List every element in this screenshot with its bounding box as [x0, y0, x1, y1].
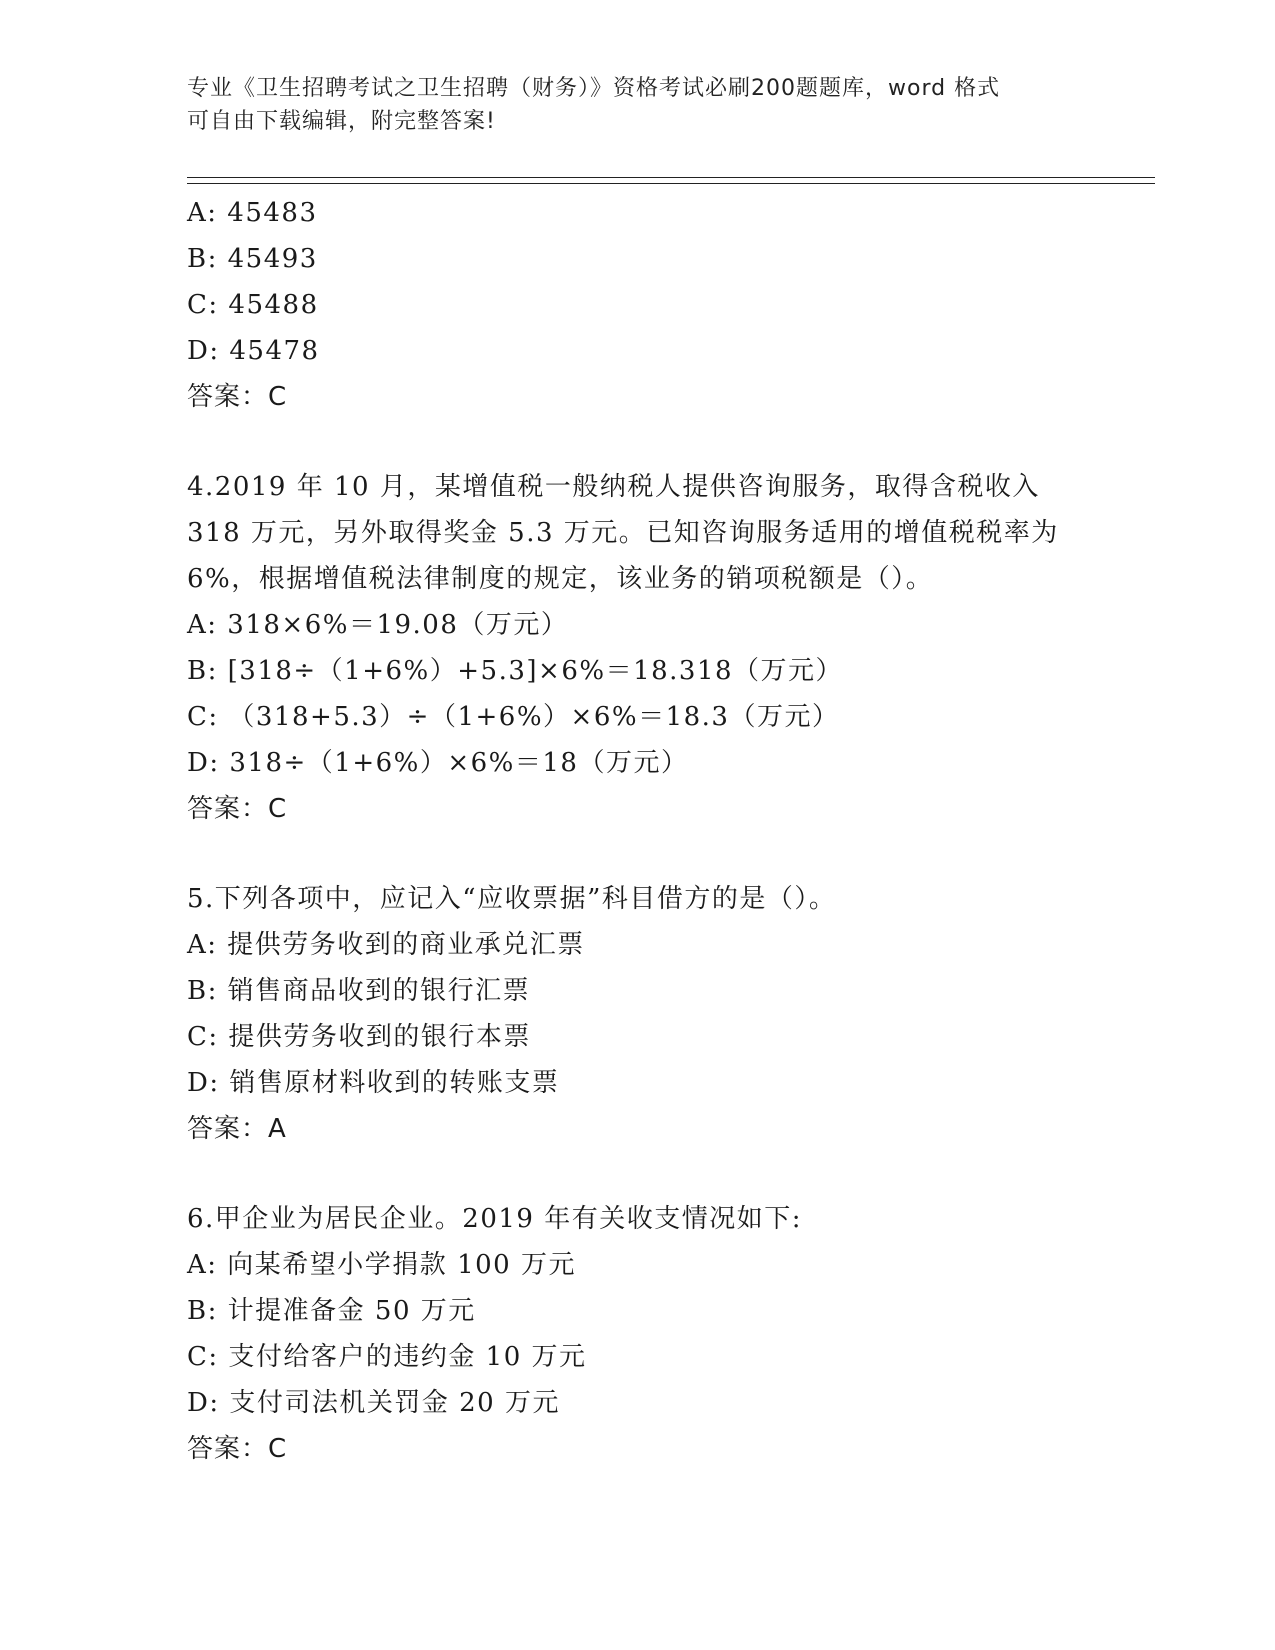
question-4-stem-line-1: 4.2019 年 10 月，某增值税一般纳税人提供咨询服务，取得含税收入	[187, 472, 1040, 502]
question-3	[187, 190, 1087, 420]
document-header	[187, 72, 1087, 138]
header-divider-top	[187, 177, 1155, 178]
question-4-stem-line-3: 6%，根据增值税法律制度的规定，该业务的销项税额是（）。	[187, 564, 934, 594]
question-3-option-d: D: 45478	[187, 336, 320, 366]
question-6-option-d: D: 支付司法机关罚金 20 万元	[187, 1388, 560, 1418]
question-5-option-d: D: 销售原材料收到的转账支票	[187, 1068, 560, 1098]
question-5	[187, 876, 1087, 1152]
header-title-line-1: 专业《卫生招聘考试之卫生招聘（财务）》资格考试必刷200题题库，word 格式	[187, 76, 1001, 101]
question-3-option-b: B: 45493	[187, 244, 318, 274]
question-4-answer: 答案：C	[187, 794, 288, 824]
question-5-option-c: C: 提供劳务收到的银行本票	[187, 1022, 531, 1052]
question-3-option-c: C: 45488	[187, 290, 319, 320]
question-6-option-b: B: 计提准备金 50 万元	[187, 1296, 476, 1326]
question-6-option-a: A: 向某希望小学捐款 100 万元	[187, 1250, 576, 1280]
question-6	[187, 1196, 1087, 1472]
question-3-option-a: A: 45483	[187, 198, 318, 228]
question-4-option-c: C: （318+5.3）÷（1+6%）×6%＝18.3（万元）	[187, 702, 840, 732]
question-4-option-a: A: 318×6%＝19.08（万元）	[187, 610, 569, 640]
question-6-answer: 答案：C	[187, 1434, 288, 1464]
question-4-stem-line-2: 318 万元，另外取得奖金 5.3 万元。已知咨询服务适用的增值税税率为	[187, 518, 1059, 548]
question-4-option-b: B: [318÷（1+6%）+5.3]×6%＝18.318（万元）	[187, 656, 844, 686]
question-6-stem: 6.甲企业为居民企业。2019 年有关收支情况如下:	[187, 1204, 802, 1234]
question-3-answer: 答案：C	[187, 382, 288, 412]
header-divider-bottom	[187, 183, 1155, 184]
question-4-option-d: D: 318÷（1+6%）×6%＝18（万元）	[187, 748, 689, 778]
question-5-option-b: B: 销售商品收到的银行汇票	[187, 976, 531, 1006]
header-title-line-2: 可自由下载编辑，附完整答案!	[187, 109, 496, 134]
question-6-option-c: C: 支付给客户的违约金 10 万元	[187, 1342, 587, 1372]
question-4	[187, 464, 1087, 832]
question-5-stem: 5.下列各项中，应记入“应收票据”科目借方的是（）。	[187, 884, 837, 914]
question-list	[187, 190, 1087, 1472]
question-5-answer: 答案：A	[187, 1114, 287, 1144]
question-5-option-a: A: 提供劳务收到的商业承兑汇票	[187, 930, 585, 960]
